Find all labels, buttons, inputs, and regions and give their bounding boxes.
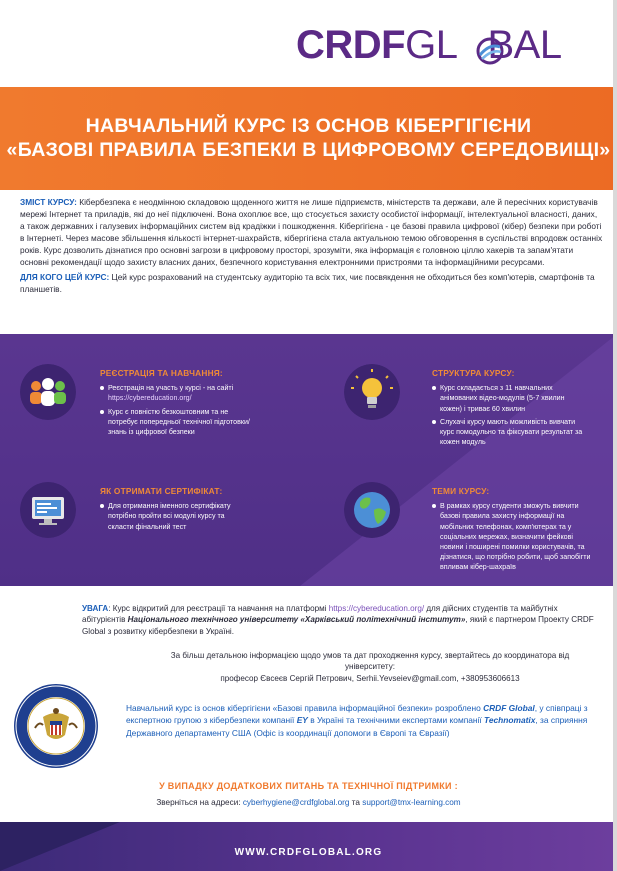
logo-gl-text: GL: [405, 23, 458, 67]
course-title-line-2: «БАЗОВІ ПРАВИЛА БЕЗПЕКИ В ЦИФРОВОМУ СЕРЕДОВИЩІ»: [6, 139, 611, 161]
registration-block: [100, 368, 250, 440]
support-heading: У ВИПАДКУ ДОДАТКОВИХ ПИТАНЬ ТА ТЕХНІЧНОЇ ПІДТРИМКИ :: [159, 781, 458, 791]
monitor-icon: [20, 482, 76, 538]
registration-item-2: Курс є повністю безкоштовним та не потребує попередньої технічної підготовки/знань із цифрової безпеки: [100, 407, 250, 438]
certificate-title: ЯК ОТРИМАТИ СЕРТИФІКАТ:: [100, 486, 223, 496]
technomatix-name: Technomatix: [484, 715, 536, 726]
audience-text: Цей курс розрахований на студентську аудиторію та всіх тих, чиє посвякдення не обходиться без комп'ютерів, смартфонів та планшетів.: [20, 271, 595, 294]
topics-block: [432, 486, 592, 576]
course-title-line-1: НАВЧАЛЬНИЙ КУРС ІЗ ОСНОВ КІБЕРГІГІЄНИ: [85, 115, 532, 137]
structure-title: СТРУКТУРА КУРСУ:: [432, 368, 515, 378]
registration-link[interactable]: https://cybereducation.org/: [108, 394, 192, 403]
crdf-global-name: CRDF Global: [483, 703, 535, 713]
registration-item-1: Реєстрація на участь у курсі - на сайті https://cybereducation.org/: [100, 383, 250, 403]
audience-paragraph: [20, 271, 604, 295]
lightbulb-icon: [344, 364, 400, 420]
certificate-block: [100, 486, 250, 535]
notice-text-2: для дійсних студентів та майбутніх абітурієнтів: [82, 604, 558, 625]
page-edge: [613, 0, 617, 871]
info-panel: [0, 334, 617, 586]
course-content-paragraph: [20, 196, 604, 269]
attention-label: УВАГА: [82, 604, 109, 613]
topics-title: ТЕМИ КУРСУ:: [432, 486, 490, 496]
footer-website-link[interactable]: WWW.CRDFGLOBAL.ORG: [234, 847, 383, 858]
notice-link[interactable]: https://cybereducation.org/: [328, 604, 425, 613]
footer-band: [0, 822, 617, 871]
people-icon: [20, 364, 76, 420]
contact-line-1: За більш детальною інформацією щодо умов та дат проходження курсу, звертайтесь до координатора від університету:: [170, 651, 570, 672]
attention-notice: [82, 603, 602, 637]
coordinator-contact: [150, 650, 590, 684]
notice-text-1: : Курс відкритий для реєстрації та навчання на платформі: [108, 604, 329, 613]
ey-name: EY: [296, 715, 308, 726]
university-name: Національного технічного університету «Харківський політехнічний інститут»: [127, 615, 466, 625]
logo-bal-text: BAL: [487, 23, 562, 67]
logo-crdf-text: CRDF: [296, 23, 406, 67]
support-email-2[interactable]: support@tmx-learning.com: [362, 798, 461, 807]
support-email-1[interactable]: cyberhygiene@crdfglobal.org: [242, 798, 350, 807]
contact-line-2: професор Євсеєв Сергій Петрович, Serhii.Yevseiev@gmail.com, +380953606613: [220, 673, 520, 683]
content-label: ЗМІСТ КУРСУ:: [20, 197, 77, 207]
registration-title: РЕЄСТРАЦІЯ ТА НАВЧАННЯ:: [100, 368, 223, 378]
content-text: Кібербезпека є неодмінною складовою щоденного життя не лише підприємств, міністерств та держави, але й пересічних користувачів мережі Інтернет та приладів, які до неї підключені. Вона охоплює все, що стосується захисту особистої інформації, інтелектуальної власності, даних, а також державних і галузевих інформаційних систем від крадіжки і пошкодження. Кібергігієна - це базові правила цифрової (кібер) безпеки при роботі в Інтернеті. Через масове збільшення кількості інтернет-шахрайств, кібергігієна стала актуальною темою обговорення в суспільстві впродовж останніх років. Курс дозволить дізнатися про основні загрози в цифровому просторі, зрозуміти, яка інформація є головною ціллю хакерів та запам'ятати основні рекомендації щодо захисту власних даних, безпечного користування електронними пристроями та інформаційними ресурсами.: [20, 197, 603, 268]
structure-item-2: Слухачі курсу мають можливість вивчати курс помодульно та фіксувати результат за кожен модуль: [432, 417, 587, 448]
course-intro: [20, 196, 604, 297]
earth-icon: [344, 482, 400, 538]
title-banner: [0, 87, 617, 190]
crdf-global-logo: [296, 20, 596, 76]
support-contacts: Зверніться на адреси: cyberhygiene@crdfglobal.org та support@tmx-learning.com: [156, 798, 461, 807]
topics-item-1: В рамках курсу студенти зможуть вивчити базові правила захисту інформації на мобільних телефонах, комп'ютерах та у соціальних мережах, визначити фейкові новини і поширені помилки користувачів, та дізнатися, що потрібно робити, щоб запобігти впливам кібер-шахраїв: [432, 501, 592, 572]
notice-text-3: , який є партнером Проекту CRDF Global з розвитку кібербезпеки в Україні.: [82, 615, 594, 636]
structure-item-1: Курс складається з 11 навчальних анімованих відео-модулів (5-7 хвилин кожен) і триває 60 хвилин: [432, 383, 587, 414]
development-credits: Навчальний курс із основ кібергігієни «Базові правила інформаційної безпеки» розроблено CRDF Global, у співпраці з експертною групою з кібербезпеки компанії EY в Україні та технічними експертами компанії Technomatix, за сприяння Державного департаменту США (Офіс із координації допомоги в Європі та Євразії): [126, 703, 588, 738]
certificate-item-1: Для отримання іменного сертифікату потрібно пройти всі модулі курсу та скласти фінальний тест: [100, 501, 250, 532]
structure-block: [432, 368, 587, 450]
department-of-state-seal: [13, 683, 99, 769]
audience-label: ДЛЯ КОГО ЦЕЙ КУРС:: [20, 271, 110, 282]
globe-icon: [476, 37, 504, 65]
